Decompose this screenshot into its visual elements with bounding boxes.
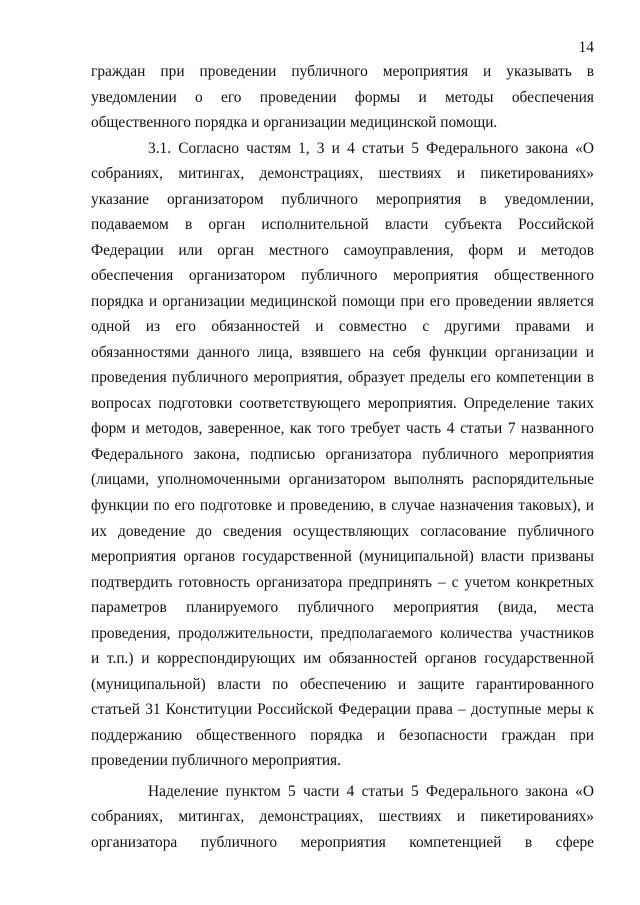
text-line: поддержанию общественного порядка и безопасности граждан при xyxy=(91,726,594,744)
text-line: собраниях, митингах, демонстрациях, шествиях и пикетированиях» xyxy=(91,165,594,183)
text-line: обеспечения организатором публичного мероприятия общественного xyxy=(91,267,594,285)
text-line: уведомлении о его проведении формы и методы обеспечения xyxy=(91,88,594,106)
text-line: вопросах подготовки соответствующего мероприятия. Определение таких xyxy=(91,394,594,412)
text-line: 3.1. Согласно частям 1, 3 и 4 статьи 5 Федерального закона «О xyxy=(148,139,594,157)
text-line: порядка и организации медицинской помощи при его проведении является xyxy=(91,292,594,310)
text-line: (муниципальной) власти по обеспечению и защите гарантированного xyxy=(91,675,594,693)
text-line: организатора публичного мероприятия компетенцией в сфере xyxy=(91,833,594,851)
text-line: мероприятия органов государственной (муниципальной) власти призваны xyxy=(91,548,594,566)
text-line: общественного порядка и организации медицинской помощи. xyxy=(91,114,498,132)
text-line: (лицами, уполномоченными организатором выполнять распорядительные xyxy=(91,471,594,489)
text-line: параметров планируемого публичного мероприятия (вида, места xyxy=(91,599,594,617)
text-line: статьей 31 Конституции Российской Федерации права – доступные меры к xyxy=(91,701,594,719)
text-line: Федерации или орган местного самоуправления, форм и методов xyxy=(91,241,594,259)
text-line: подтвердить готовность организатора предпринять – с учетом конкретных xyxy=(91,573,594,591)
text-line: граждан при проведении публичного мероприятия и указывать в xyxy=(91,63,594,80)
text-line: собраниях, митингах, демонстрациях, шествиях и пикетированиях» xyxy=(91,808,594,826)
text-line: Федерального закона, подписью организатора публичного мероприятия xyxy=(91,445,594,463)
text-line: обязанностями данного лица, взявшего на себя функции организации и xyxy=(91,343,594,361)
text-line: проведения, продолжительности, предполагаемого количества участников xyxy=(91,624,594,642)
text-line: проведения публичного мероприятия, образует пределы его компетенции в xyxy=(91,369,594,387)
text-line: функции по его подготовке и проведению, в случае назначения таковых), и xyxy=(91,497,594,514)
text-line: их доведение до сведения осуществляющих согласование публичного xyxy=(91,522,594,540)
text-line: одной из его обязанностей и совместно с другими правами и xyxy=(91,318,594,336)
text-line: подаваемом в орган исполнительной власти субъекта Российской xyxy=(91,216,594,234)
text-line: указание организатором публичного мероприятия в уведомлении, xyxy=(91,190,594,208)
text-line: форм и методов, заверенное, как того требует часть 4 статьи 7 названного xyxy=(91,420,594,438)
text-line: Наделение пунктом 5 части 4 статьи 5 Федерального закона «О xyxy=(148,782,594,800)
text-line: проведении публичного мероприятия. xyxy=(91,752,341,770)
text-line: и т.п.) и корреспондирующих им обязанностей органов государственной xyxy=(91,650,594,668)
page-number: 14 xyxy=(578,39,594,56)
